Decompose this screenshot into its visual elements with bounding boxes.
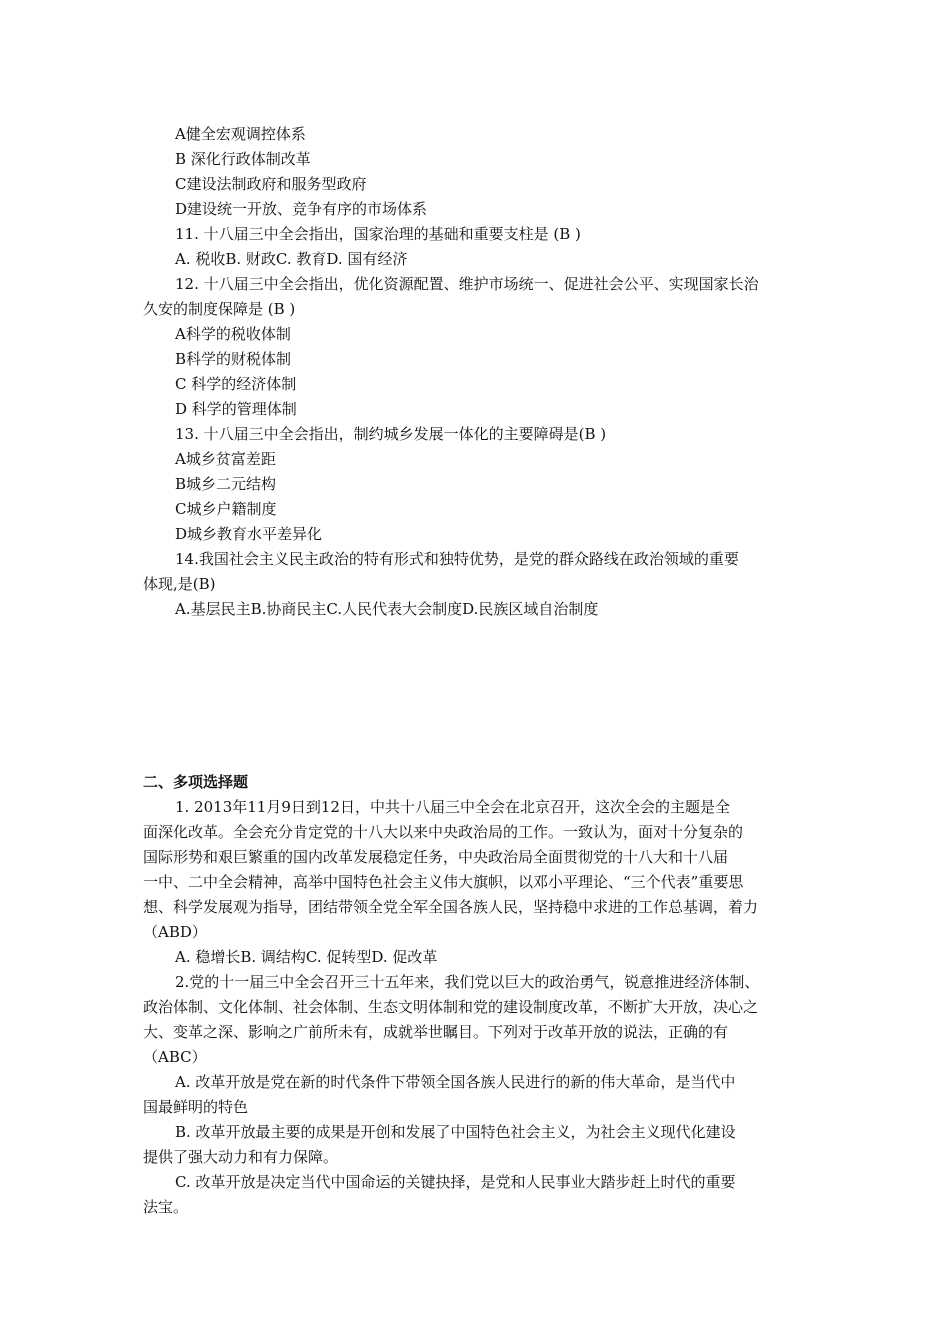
text-line: B 深化行政体制改革 bbox=[175, 150, 311, 168]
text-line: A. 稳增长B. 调结构C. 促转型D. 促改革 bbox=[175, 948, 438, 966]
text-line: 久安的制度保障是 (B ) bbox=[143, 300, 296, 318]
section-title: 二、多项选择题 bbox=[143, 773, 249, 791]
text-line: 大、变革之深、影响之广前所未有，成就举世瞩目。下列对于改革开放的说法，正确的有 bbox=[143, 1023, 729, 1041]
text-line: 12. 十八届三中全会指出，优化资源配置、维护市场统一、促进社会公平、实现国家长治 bbox=[175, 275, 759, 293]
text-line: 1. 2013年11月9日到12日，中共十八届三中全会在北京召开，这次全会的主题是全 bbox=[175, 798, 730, 816]
text-line: A. 改革开放是党在新的时代条件下带领全国各族人民进行的新的伟大革命，是当代中 bbox=[175, 1073, 736, 1091]
text-line: A城乡贫富差距 bbox=[175, 450, 276, 468]
section-heading bbox=[143, 770, 813, 795]
text-line: D建设统一开放、竞争有序的市场体系 bbox=[175, 200, 428, 218]
text-line: B科学的财税体制 bbox=[175, 350, 292, 368]
text-line: （ABC） bbox=[143, 1048, 207, 1066]
text-line: D城乡教育水平差异化 bbox=[175, 525, 323, 543]
text-line: A. 税收B. 财政C. 教育D. 国有经济 bbox=[175, 250, 408, 268]
text-line: 体现,是(B) bbox=[143, 575, 216, 593]
text-line: 面深化改革。全会充分肯定党的十八大以来中央政治局的工作。一致认为，面对十分复杂的 bbox=[143, 823, 744, 841]
text-line: 国最鲜明的特色 bbox=[143, 1098, 249, 1116]
text-line: 一中、二中全会精神，高举中国特色社会主义伟大旗帜，以邓小平理论、“三个代表”重要思 bbox=[143, 873, 744, 891]
text-line: 法宝。 bbox=[143, 1198, 189, 1216]
text-line: 政治体制、文化体制、社会体制、生态文明体制和党的建设制度改革，不断扩大开放，决心之 bbox=[143, 998, 759, 1016]
text-line: C. 改革开放是决定当代中国命运的关键抉择，是党和人民事业大踏步赶上时代的重要 bbox=[175, 1173, 736, 1191]
text-line: 提供了强大动力和有力保障。 bbox=[143, 1148, 339, 1166]
question-list-part2 bbox=[143, 795, 813, 1220]
text-line: 国际形势和艰巨繁重的国内改革发展稳定任务，中央政治局全面贯彻党的十八大和十八届 bbox=[143, 848, 729, 866]
text-line: 14.我国社会主义民主政治的特有形式和独特优势，是党的群众路线在政治领域的重要 bbox=[175, 550, 739, 568]
text-line: A健全宏观调控体系 bbox=[175, 125, 306, 143]
text-line: （ABD） bbox=[143, 923, 207, 941]
text-line: D 科学的管理体制 bbox=[175, 400, 297, 418]
text-line: 11. 十八届三中全会指出，国家治理的基础和重要支柱是 (B ) bbox=[175, 225, 581, 243]
text-line: B城乡二元结构 bbox=[175, 475, 277, 493]
text-line: A.基层民主B.协商民主C.人民代表大会制度D.民族区域自治制度 bbox=[175, 600, 599, 618]
text-line: B. 改革开放最主要的成果是开创和发展了中国特色社会主义，为社会主义现代化建设 bbox=[175, 1123, 736, 1141]
text-line: A科学的税收体制 bbox=[175, 325, 291, 343]
text-line: C建设法制政府和服务型政府 bbox=[175, 175, 367, 193]
text-line: 想、科学发展观为指导，团结带领全党全军全国各族人民，坚持稳中求进的工作总基调，着力 bbox=[143, 898, 759, 916]
text-line: 13. 十八届三中全会指出，制约城乡发展一体化的主要障碍是(B ) bbox=[175, 425, 607, 443]
text-line: C城乡户籍制度 bbox=[175, 500, 277, 518]
text-line: 2.党的十一届三中全会召开三十五年来，我们党以巨大的政治勇气，锐意推进经济体制、 bbox=[175, 973, 760, 991]
question-list-part1 bbox=[143, 122, 813, 622]
text-line: C 科学的经济体制 bbox=[175, 375, 297, 393]
